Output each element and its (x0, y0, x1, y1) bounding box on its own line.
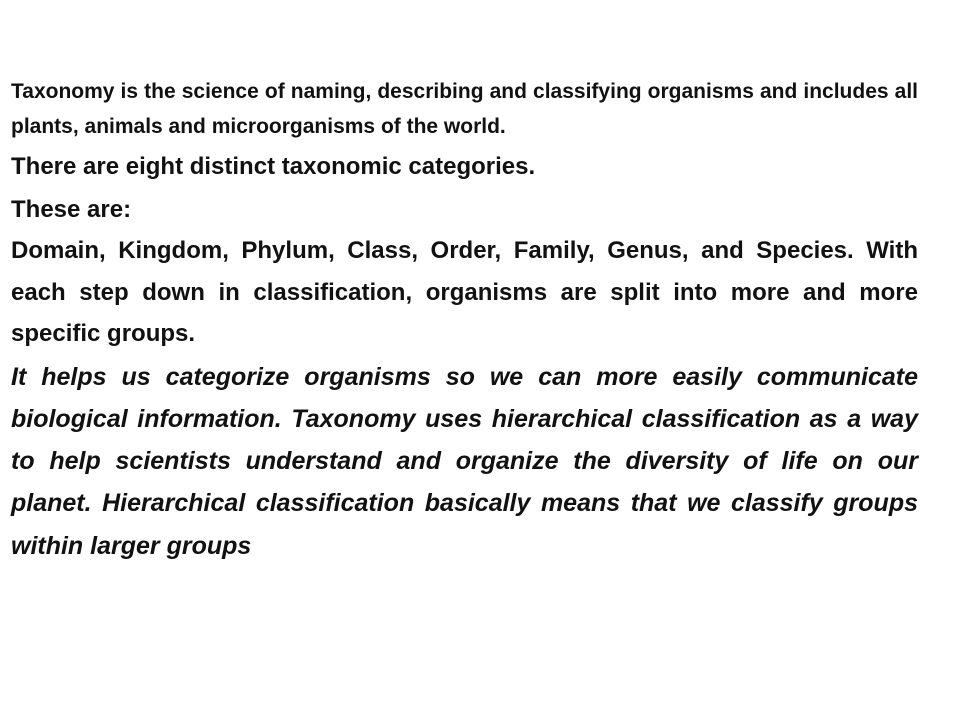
paragraph-category-list: Domain, Kingdom, Phylum, Class, Order, Family, Genus, and Species. With each step down in classification, organisms are split into more and more specific groups. (11, 237, 918, 347)
paragraph-hierarchical-classification: It helps us categorize organisms so we can more easily communicate biological information. Taxonomy uses hierarchical classification as a way to help scientists understand and organize the diversity of life on our planet. Hierarchical classification basically means that we classify groups within larger groups (11, 362, 918, 560)
paragraph-taxonomy-definition: Taxonomy is the science of naming, describing and classifying organisms and includes all plants, animals and microorganisms of the world. (11, 80, 918, 138)
paragraph-these-are: These are: (11, 196, 132, 223)
paragraph-eight-categories: There are eight distinct taxonomic categories. (11, 153, 536, 180)
slide-body (11, 74, 918, 567)
